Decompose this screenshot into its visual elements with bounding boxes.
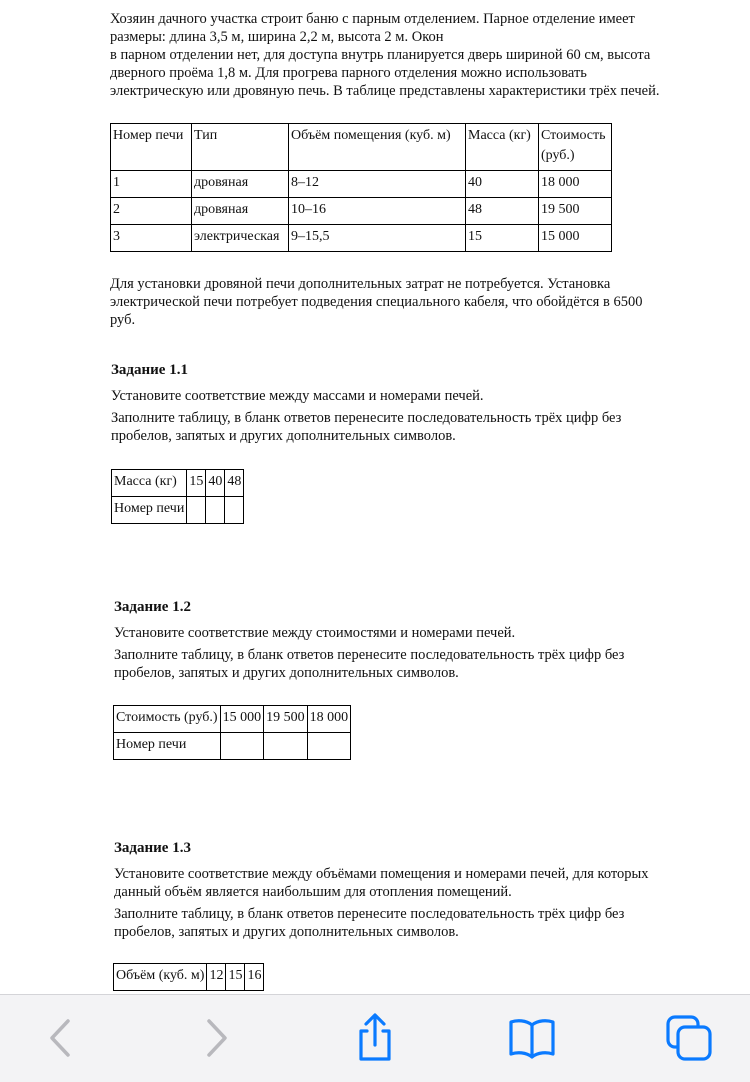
task2-answer-table <box>113 705 351 760</box>
tabs-icon <box>664 1013 714 1063</box>
browser-toolbar <box>0 994 750 1082</box>
table-row <box>114 964 264 991</box>
task2-row2-label: Номер печи <box>114 733 221 760</box>
table-cell: 2 <box>111 198 192 225</box>
table-cell: дровяная <box>192 171 289 198</box>
table-cell: 15 <box>226 964 245 991</box>
intro-line-1: Хозяин дачного участка строит баню с парным отделением. Парное отделение имеет <box>110 11 635 27</box>
task2-text-1: Установите соответствие между стоимостями и номерами печей. <box>114 625 516 641</box>
bookmarks-icon <box>507 1016 557 1060</box>
table-cell: 15 <box>187 470 206 497</box>
task3-text-1b: данный объём является наибольшим для отопления помещений. <box>114 884 512 900</box>
table-row <box>114 733 351 760</box>
task3-text-1a: Установите соответствие между объёмами помещения и номерами печей, для которых <box>114 866 649 882</box>
header-cost: Стоимость (руб.) <box>539 124 612 171</box>
table-row <box>111 225 612 252</box>
back-icon <box>46 1018 76 1058</box>
task1-text-2a: Заполните таблицу, в бланк ответов перенесите последовательность трёх цифр без <box>111 410 622 426</box>
header-mass: Масса (кг) <box>466 124 539 171</box>
answer-cell <box>264 733 308 760</box>
answer-cell <box>225 497 244 524</box>
task3-text-2b: пробелов, запятых и других дополнительных символов. <box>114 924 459 940</box>
table-cell: 12 <box>207 964 226 991</box>
task3-title: Задание 1.3 <box>114 840 191 856</box>
table-cell: 48 <box>225 470 244 497</box>
table-cell: 15 000 <box>220 706 264 733</box>
intro-line-3: в парном отделении нет, для доступа внутрь планируется дверь шириной 60 см, высота <box>110 47 651 63</box>
table-cell: электрическая <box>192 225 289 252</box>
task1-title: Задание 1.1 <box>111 362 188 378</box>
task1-row2-label: Номер печи <box>112 497 187 524</box>
table-cell: 10–16 <box>289 198 466 225</box>
table-cell: 18 000 <box>307 706 351 733</box>
table-cell: 8–12 <box>289 171 466 198</box>
back-button[interactable] <box>34 1013 88 1063</box>
table-row <box>111 171 612 198</box>
answer-cell <box>187 497 206 524</box>
intro-line-2: размеры: длина 3,5 м, ширина 2,2 м, высота 2 м. Окон <box>110 29 444 45</box>
table-cell: 15 <box>466 225 539 252</box>
task3-text-2a: Заполните таблицу, в бланк ответов перенесите последовательность трёх цифр без <box>114 906 625 922</box>
header-volume: Объём помещения (куб. м) <box>289 124 466 171</box>
answer-cell <box>220 733 264 760</box>
note-line-2: электрической печи потребует подведения специального кабеля, что обойдётся в 6500 <box>110 294 643 310</box>
tabs-button[interactable] <box>662 1013 716 1063</box>
task1-row1-label: Масса (кг) <box>112 470 187 497</box>
table-cell: 40 <box>206 470 225 497</box>
header-stove-number: Номер печи <box>111 124 192 171</box>
task1-text-1: Установите соответствие между массами и номерами печей. <box>111 388 484 404</box>
task1-answer-table <box>111 469 244 524</box>
table-row <box>112 497 244 524</box>
bookmarks-button[interactable] <box>505 1013 559 1063</box>
table-row <box>114 706 351 733</box>
note-line-3: руб. <box>110 312 136 328</box>
share-icon <box>353 1013 397 1063</box>
note-line-1: Для установки дровяной печи дополнительных затрат не потребуется. Установка <box>110 276 611 292</box>
table-row <box>111 198 612 225</box>
table-cell: 3 <box>111 225 192 252</box>
intro-line-5: электрическую или дровяную печь. В таблице представлены характеристики трёх печей. <box>110 83 660 99</box>
table-cell: 40 <box>466 171 539 198</box>
task2-text-2b: пробелов, запятых и других дополнительных символов. <box>114 665 459 681</box>
table-cell: 15 000 <box>539 225 612 252</box>
task2-text-2a: Заполните таблицу, в бланк ответов перенесите последовательность трёх цифр без <box>114 647 625 663</box>
task2-row1-label: Стоимость (руб.) <box>114 706 221 733</box>
answer-cell <box>307 733 351 760</box>
table-cell: 9–15,5 <box>289 225 466 252</box>
table-cell: 1 <box>111 171 192 198</box>
task1-text-2b: пробелов, запятых и других дополнительных символов. <box>111 428 456 444</box>
intro-line-4: дверного проёма 1,8 м. Для прогрева парного отделения можно использовать <box>110 65 587 81</box>
table-cell: 16 <box>245 964 264 991</box>
table-cell: 19 500 <box>539 198 612 225</box>
forward-icon <box>201 1018 231 1058</box>
table-cell: 19 500 <box>264 706 308 733</box>
task2-title: Задание 1.2 <box>114 599 191 615</box>
table-row <box>112 470 244 497</box>
share-button[interactable] <box>348 1013 402 1063</box>
answer-cell <box>206 497 225 524</box>
table-cell: дровяная <box>192 198 289 225</box>
table-header-row <box>111 124 612 171</box>
forward-button[interactable] <box>189 1013 243 1063</box>
header-type: Тип <box>192 124 289 171</box>
task3-row1-label: Объём (куб. м) <box>114 964 207 991</box>
table-cell: 18 000 <box>539 171 612 198</box>
table-cell: 48 <box>466 198 539 225</box>
stoves-table <box>110 123 612 252</box>
task3-answer-table <box>113 963 264 991</box>
